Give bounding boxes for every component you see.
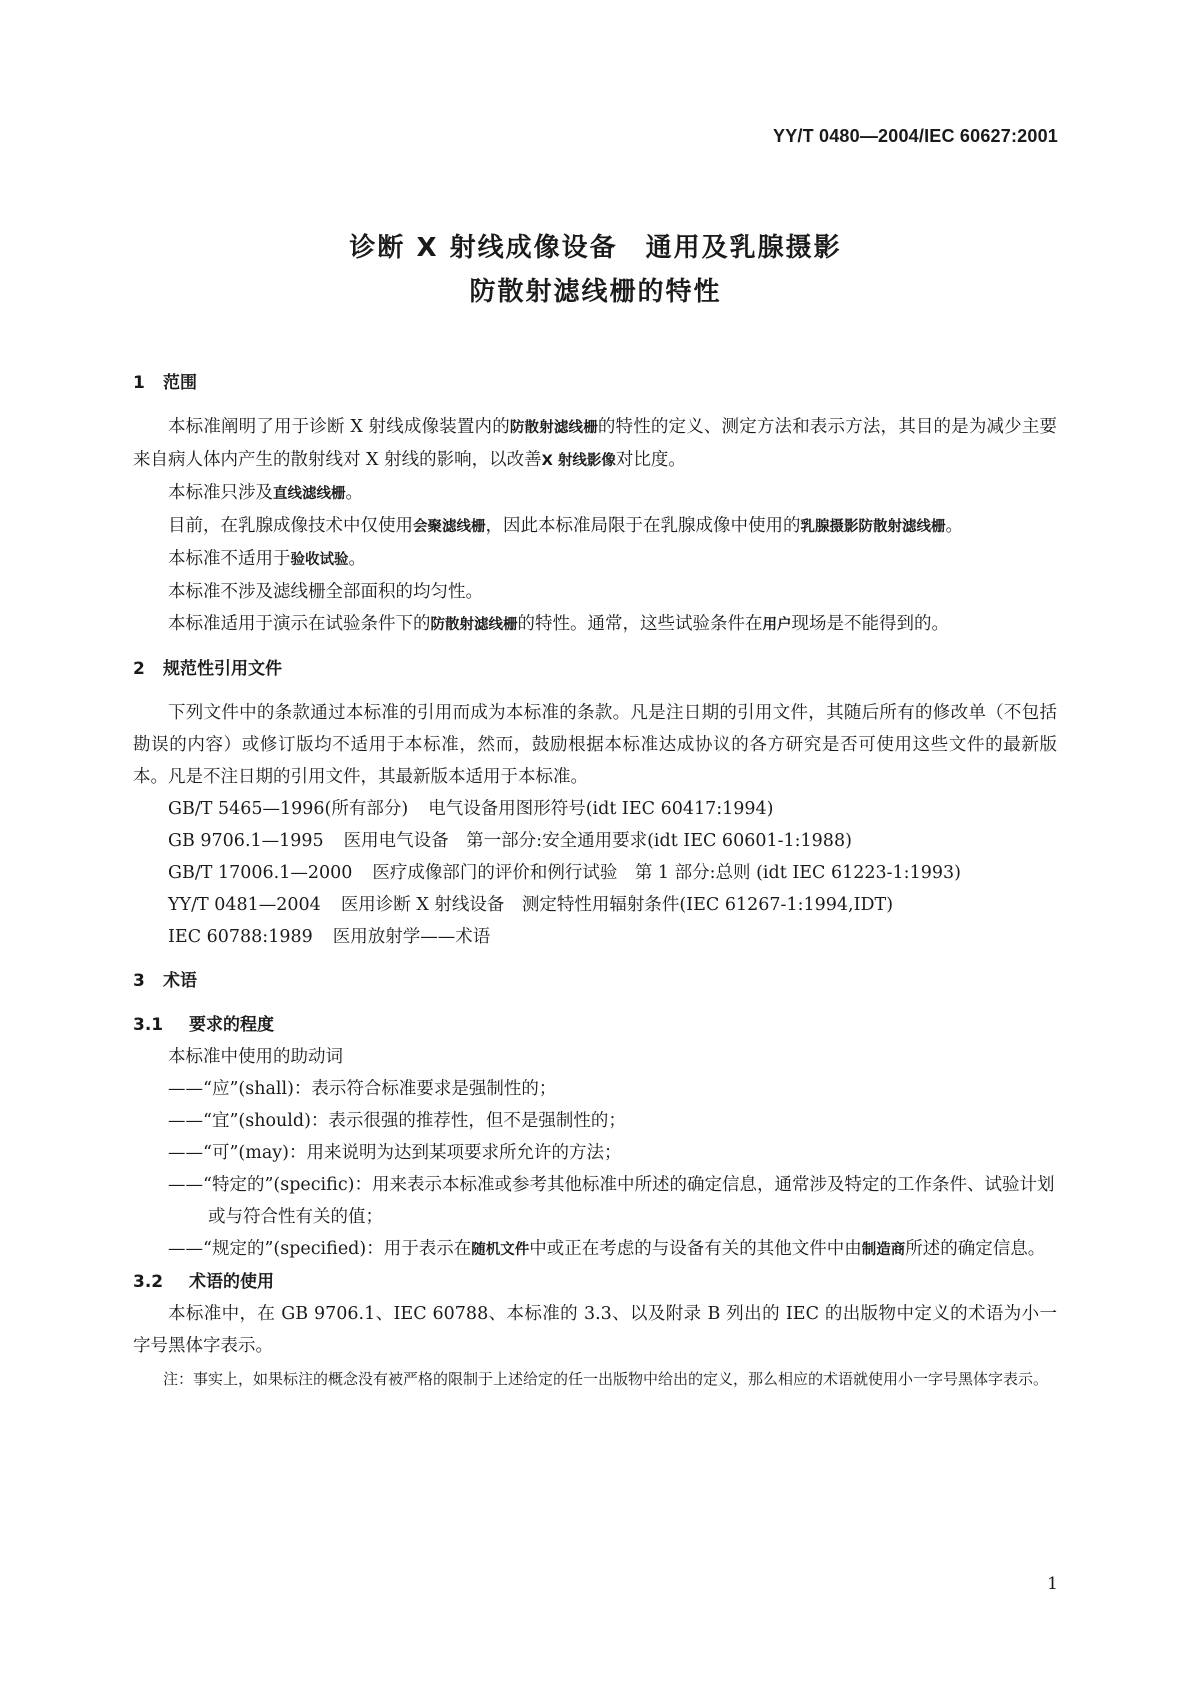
text: 本标准适用于演示在试验条件下的 [168,614,431,634]
list-item: ——“应”(shall)：表示符合标准要求是强制性的； [168,1079,557,1099]
paragraph: 下列文件中的条款通过本标准的引用而成为本标准的条款。凡是注日期的引用文件，其随后所有的修改单（不包括勘误的内容）或修订版均不适用于本标准，然而，鼓励根据本标准达成协议的各方研究是否可使用这些文件的最新版本。凡是不注日期的引用文件，其最新版本适用于本标准。 [133,703,1057,787]
reference-code: GB/T 5465—1996(所有部分) [168,799,409,819]
document-title [0,226,1191,314]
section-heading-normative-references [133,651,1057,687]
section-number: 3 [133,971,145,991]
section-title: 术语 [163,971,197,991]
reference-item [133,889,1057,921]
subsection-heading [133,1009,1057,1041]
list-item: ——“可”(may)：用来说明为达到某项要求所允许的方法； [168,1143,622,1163]
section-number: 2 [133,659,145,679]
text: 对比度。 [615,450,686,470]
paragraph [133,608,1057,641]
reference-item [133,921,1057,953]
paragraph [133,510,1057,543]
reference-code: GB 9706.1—1995 [168,831,324,851]
page-number: 1 [1047,1574,1058,1594]
text: ，因此本标准局限于在乳腺成像中使用的 [485,516,801,536]
reference-item [133,857,1057,889]
reference-item [133,793,1057,825]
text: 本标准只涉及 [168,483,273,503]
text: 本标准阐明了用于诊断 X 射线成像装置内的 [168,417,510,437]
reference-title: 医用诊断 X 射线设备 测定特性用辐射条件(IEC 61267-1:1994,IDT) [340,895,894,915]
paragraph [133,543,1057,576]
defined-term: 防散射滤线栅 [430,617,518,633]
document-body [133,365,1057,1392]
text: 所述的确定信息。 [905,1239,1046,1259]
section-heading-terms [133,963,1057,999]
section-heading-scope [133,365,1057,401]
subsection-title: 术语的使用 [189,1272,274,1292]
reference-title: 医用电气设备 第一部分:安全通用要求(idt IEC 60601-1:1988) [343,831,852,851]
text: 目前，在乳腺成像技术中仅使用 [168,516,413,536]
reference-title: 医用放射学——术语 [332,927,491,947]
section-title: 规范性引用文件 [163,659,282,679]
text: 本标准不适用于 [168,549,291,569]
text: 的特性的定义、测定方法和表示方法，其目的是为减少主要来自病人体内产生的散射线对 X 射线的影响，以改善 [133,417,1058,470]
text: 。 [345,483,363,503]
subsection-number: 3.1 [133,1015,164,1035]
text: 现场是不能得到的。 [791,614,949,634]
paragraph: 本标准不涉及滤线栅全部面积的均匀性。 [168,582,483,602]
text: 的特性。通常，这些试验条件在 [517,614,763,634]
paragraph: 本标准中使用的助动词 [168,1047,343,1067]
list-item: ——“宜”(should)：表示很强的推荐性，但不是强制性的； [168,1111,626,1131]
text: ——“规定的”(specified)：用于表示在 [168,1239,472,1259]
defined-term: 用户 [762,617,792,633]
section-title: 范围 [163,373,197,393]
defined-term: 防散射滤线栅 [509,420,598,436]
title-line-1: 诊断 X 射线成像设备 通用及乳腺摄影 [349,233,842,263]
section-number: 1 [133,373,145,393]
defined-term: X 射线影像 [541,453,616,469]
defined-term: 直线滤线栅 [273,486,346,502]
subsection-number: 3.2 [133,1272,164,1292]
text: 中或正在考虑的与设备有关的其他文件中由 [529,1239,862,1259]
text: 。 [945,516,963,536]
defined-term: 制造商 [861,1242,906,1258]
reference-code: GB/T 17006.1—2000 [168,863,353,883]
list-item [133,1233,1057,1266]
subsection-title: 要求的程度 [189,1015,274,1035]
defined-term: 乳腺摄影防散射滤线栅 [800,519,946,535]
defined-term: 会聚滤线栅 [413,519,486,535]
defined-term: 随机文件 [471,1242,530,1258]
text: 。 [348,549,366,569]
reference-code: IEC 60788:1989 [168,927,313,947]
paragraph [133,411,1057,477]
title-line-2: 防散射滤线栅的特性 [469,277,722,307]
paragraph [133,477,1057,510]
reference-item [133,825,1057,857]
paragraph: 本标准中，在 GB 9706.1、IEC 60788、本标准的 3.3、以及附录 B 列出的 IEC 的出版物中定义的术语为小一字号黑体字表示。 [133,1304,1057,1356]
list-item: ——“特定的”(specific)：用来表示本标准或参考其他标准中所述的确定信息，通常涉及特定的工作条件、试验计划或与符合性有关的值； [168,1175,1055,1227]
reference-title: 医疗成像部门的评价和例行试验 第 1 部分:总则 (idt IEC 61223-1:1993) [372,863,961,883]
reference-code: YY/T 0481—2004 [168,895,321,915]
note: 注：事实上，如果标注的概念没有被严格的限制于上述给定的任一出版物中给出的定义，那么相应的术语就使用小一字号黑体字表示。 [163,1370,1049,1388]
subsection-heading [133,1266,1057,1298]
defined-term: 验收试验 [290,552,349,568]
standard-number: YY/T 0480—2004/IEC 60627:2001 [773,126,1058,146]
reference-title: 电气设备用图形符号(idt IEC 60417:1994) [428,799,774,819]
